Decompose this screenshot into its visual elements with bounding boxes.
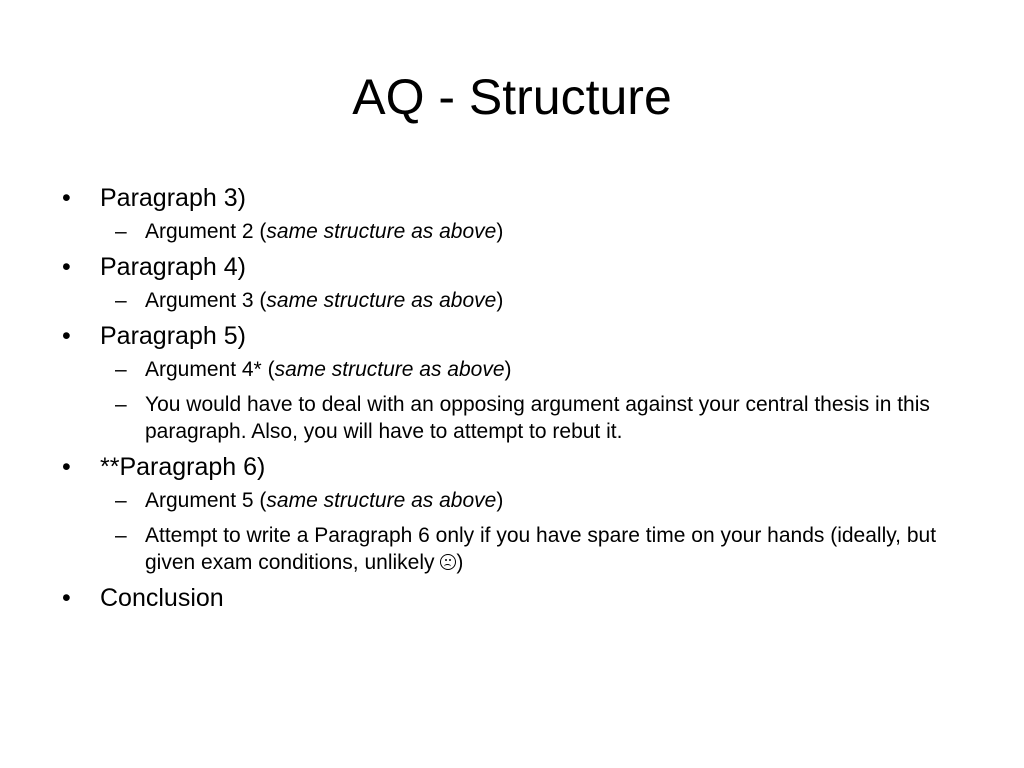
bullet-dot: • — [62, 253, 71, 281]
bullet-item — [60, 249, 960, 285]
bullet-text: Paragraph 5) — [100, 322, 246, 350]
sub-bullet-tail: ) — [496, 289, 504, 312]
bullet-item — [60, 449, 960, 485]
sub-bullet-dash: – — [115, 524, 127, 547]
sub-bullet-dash: – — [115, 489, 127, 512]
sub-bullet-item — [60, 391, 960, 445]
sub-bullet-dash: – — [115, 358, 127, 381]
frown-face-icon — [440, 554, 456, 570]
sub-bullet-tail: ) — [504, 358, 512, 381]
bullet-text: Paragraph 4) — [100, 253, 246, 281]
bullet-item — [60, 580, 960, 616]
bullet-text: Conclusion — [100, 584, 224, 612]
sub-bullet-dash: – — [115, 220, 127, 243]
bullet-dot: • — [62, 322, 71, 350]
sub-bullet-text: Argument 5 ( — [145, 489, 267, 512]
sub-bullet-tail: ) — [496, 220, 504, 243]
sub-bullet-text: You would have to deal with an opposing argument against your central thesis in this paragraph. Also, you will have to attempt to rebut it. — [145, 393, 930, 443]
sub-bullet-tail: ) — [456, 551, 464, 574]
bullet-text: **Paragraph 6) — [100, 453, 266, 481]
bullet-text: Paragraph 3) — [100, 184, 246, 212]
sub-bullet-emphasis: same structure as above — [266, 489, 497, 512]
sub-bullet-item — [60, 287, 960, 314]
sub-bullet-item — [60, 487, 960, 514]
slide-title: AQ - Structure — [352, 69, 672, 125]
sub-bullet-emphasis: same structure as above — [274, 358, 505, 381]
sub-bullet-emphasis: same structure as above — [266, 220, 497, 243]
sub-bullet-text: Argument 4* ( — [145, 358, 275, 381]
sub-bullet-text: Argument 3 ( — [145, 289, 267, 312]
bullet-item — [60, 318, 960, 354]
sub-bullet-tail: ) — [496, 489, 504, 512]
sub-bullet-text: Attempt to write a Paragraph 6 only if you have spare time on your hands (ideally, but given exam conditions, unlikely — [145, 524, 937, 574]
sub-bullet-dash: – — [115, 289, 127, 312]
slide-body — [60, 180, 960, 618]
sub-bullet-dash: – — [115, 393, 127, 416]
sub-bullet-item — [60, 522, 960, 576]
bullet-dot: • — [62, 184, 71, 212]
sub-bullet-item — [60, 356, 960, 383]
sub-bullet-text: Argument 2 ( — [145, 220, 267, 243]
bullet-dot: • — [62, 584, 71, 612]
bullet-item — [60, 180, 960, 216]
sub-bullet-item — [60, 218, 960, 245]
bullet-dot: • — [62, 453, 71, 481]
sub-bullet-emphasis: same structure as above — [266, 289, 497, 312]
